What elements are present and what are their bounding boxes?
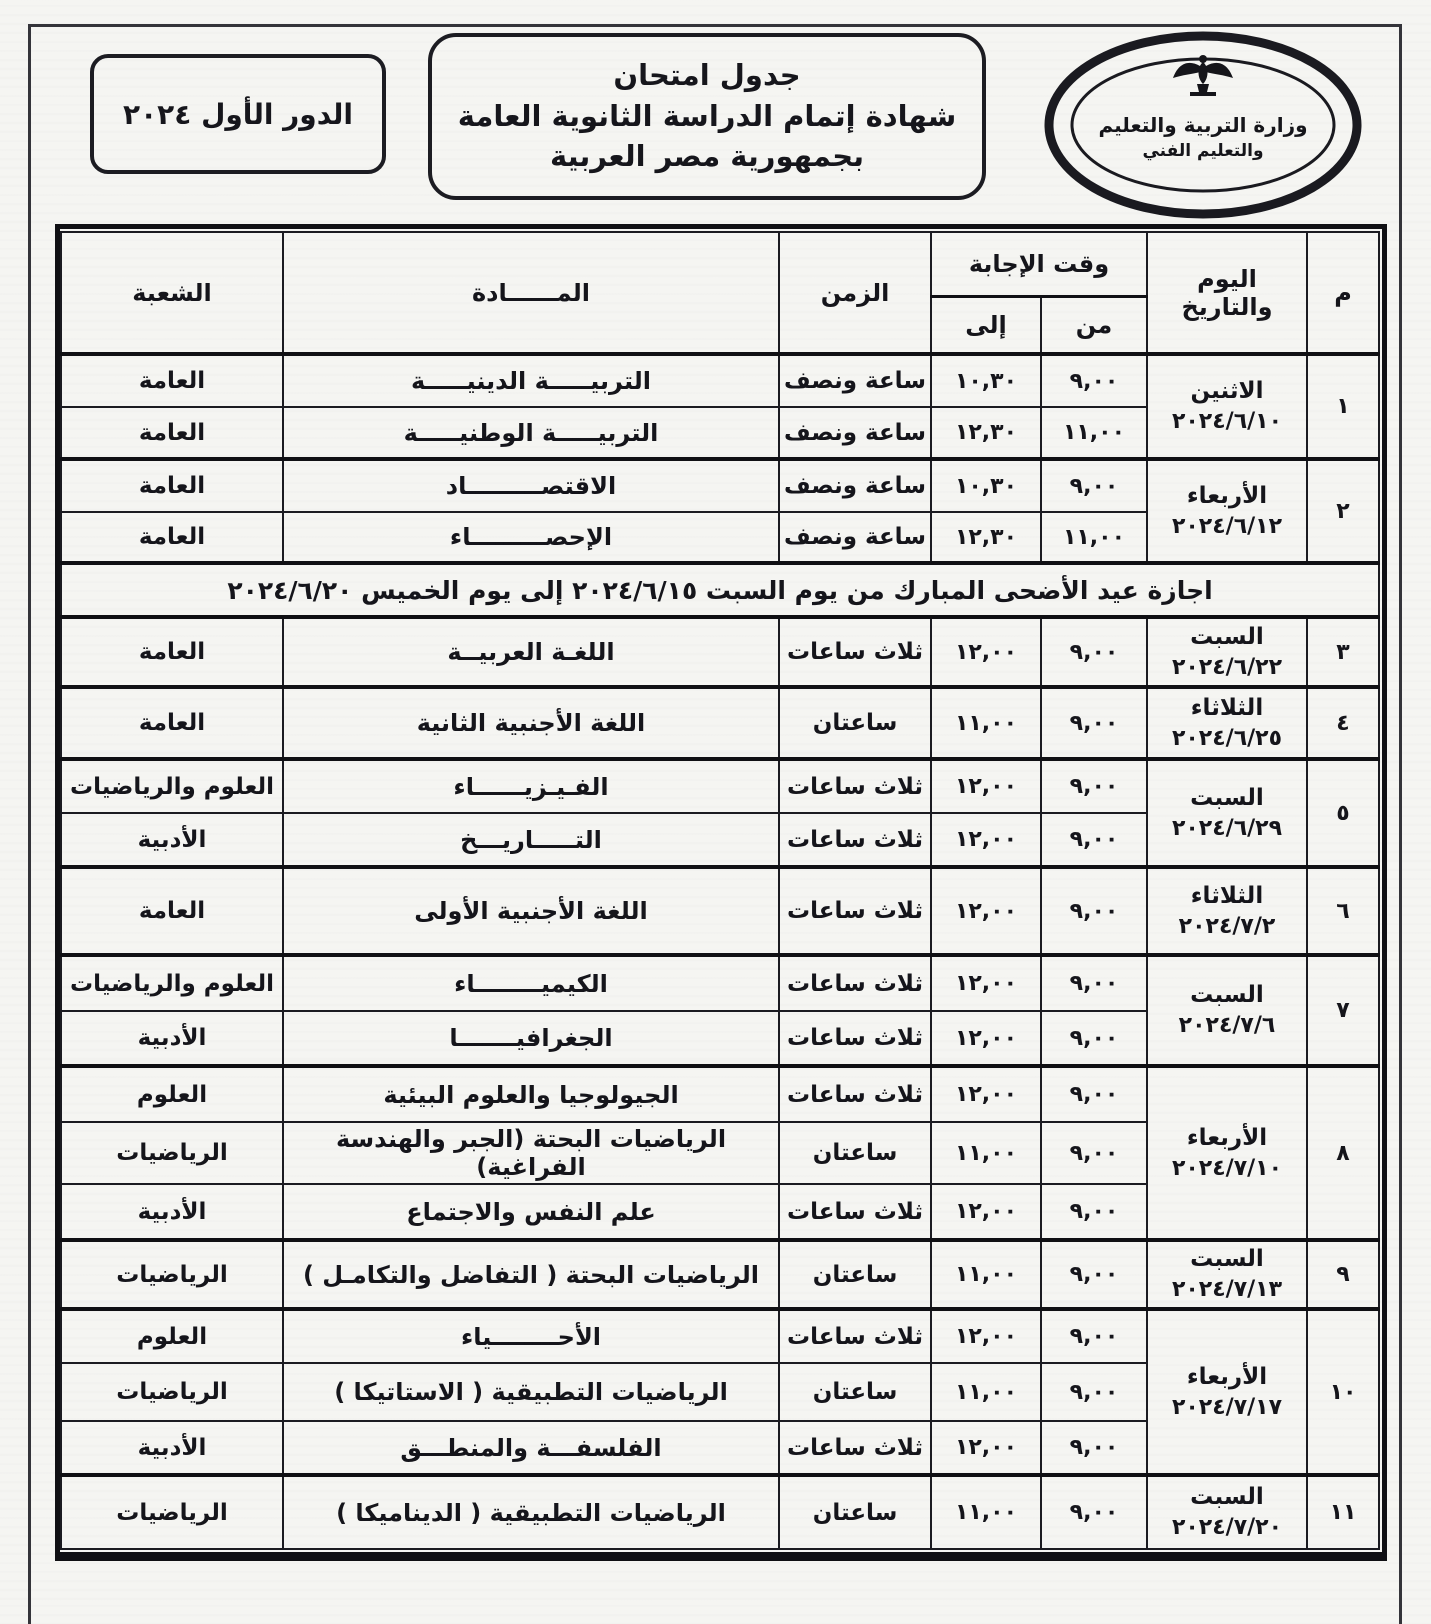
exam-duration: ثلاث ساعات <box>779 1184 931 1240</box>
round-label: الدور الأول ٢٠٢٤ <box>123 97 353 131</box>
subject-name: التـــــاريـــخ <box>283 813 779 867</box>
subject-name: الرياضيات التطبيقية ( الديناميكا ) <box>283 1475 779 1549</box>
day-name: الأربعاء <box>1186 482 1268 509</box>
title-box <box>428 33 986 200</box>
subject-name: الأحــــــــياء <box>283 1309 779 1363</box>
day-name: الثلاثاء <box>1190 882 1264 909</box>
row-index: ٥ <box>1307 759 1379 867</box>
time-to: ١٢,٠٠ <box>931 1421 1041 1475</box>
track-name: الرياضيات <box>61 1240 283 1309</box>
time-to: ١١,٠٠ <box>931 1363 1041 1421</box>
time-from: ٩,٠٠ <box>1041 354 1147 407</box>
time-to: ١٢,٣٠ <box>931 512 1041 563</box>
time-to: ١٢,٠٠ <box>931 867 1041 955</box>
subject-name: اللغة الأجنبية الأولى <box>283 867 779 955</box>
subject-name: اللغـة العربيــة <box>283 617 779 687</box>
time-to: ١٢,٠٠ <box>931 955 1041 1011</box>
exam-duration: ثلاث ساعات <box>779 813 931 867</box>
day-date-cell <box>1147 1240 1307 1309</box>
exam-duration: ساعة ونصف <box>779 459 931 512</box>
track-name: الرياضيات <box>61 1363 283 1421</box>
exam-duration: ساعتان <box>779 1363 931 1421</box>
time-to: ١٠,٣٠ <box>931 459 1041 512</box>
track-name: العامة <box>61 354 283 407</box>
row-index: ٩ <box>1307 1240 1379 1309</box>
exam-duration: ساعة ونصف <box>779 512 931 563</box>
ministry-logo <box>1038 26 1368 220</box>
col-header-track: الشعبة <box>61 232 283 354</box>
col-header-subject: المــــــادة <box>283 232 779 354</box>
time-from: ٩,٠٠ <box>1041 955 1147 1011</box>
col-header-from: من <box>1041 296 1147 354</box>
time-from: ٩,٠٠ <box>1041 1309 1147 1363</box>
exam-duration: ساعتان <box>779 687 931 759</box>
col-header-index: م <box>1307 232 1379 354</box>
schedule-row <box>61 867 1379 955</box>
exam-date: ٢٠٢٤/٧/١٠ <box>1171 1155 1283 1181</box>
row-index: ٣ <box>1307 617 1379 687</box>
subject-name: التربيـــــة الدينيـــــة <box>283 354 779 407</box>
track-name: الأدبية <box>61 813 283 867</box>
time-from: ٩,٠٠ <box>1041 1363 1147 1421</box>
col-header-to: إلى <box>931 296 1041 354</box>
schedule-row <box>61 759 1379 813</box>
day-name: السبت <box>1190 1246 1264 1273</box>
time-from: ٩,٠٠ <box>1041 1240 1147 1309</box>
col-header-duration: الزمن <box>779 232 931 354</box>
day-date-cell <box>1147 1475 1307 1549</box>
page-title-line3: بجمهورية مصر العربية <box>549 139 865 174</box>
track-name: العامة <box>61 512 283 563</box>
subject-name: الإحصـــــــــاء <box>283 512 779 563</box>
track-name: الرياضيات <box>61 1475 283 1549</box>
time-to: ١٢,٠٠ <box>931 1066 1041 1122</box>
exam-date: ٢٠٢٤/٧/٢ <box>1178 913 1276 939</box>
time-from: ٩,٠٠ <box>1041 1421 1147 1475</box>
subject-name: الاقتصـــــــــاد <box>283 459 779 512</box>
time-from: ٩,٠٠ <box>1041 813 1147 867</box>
schedule-row <box>61 354 1379 407</box>
exam-duration: ثلاث ساعات <box>779 867 931 955</box>
day-name: الأربعاء <box>1186 1363 1268 1390</box>
day-name: الاثنين <box>1190 378 1264 405</box>
exam-duration: ساعتان <box>779 1240 931 1309</box>
subject-name: الرياضيات البحتة ( التفاضل والتكامـل ) <box>283 1240 779 1309</box>
time-to: ١٢,٠٠ <box>931 759 1041 813</box>
seal-arabic-line1: وزارة التربية والتعليم <box>1098 113 1308 137</box>
time-to: ١١,٠٠ <box>931 687 1041 759</box>
track-name: العامة <box>61 407 283 459</box>
col-header-answer-time: وقت الإجابة <box>931 232 1147 296</box>
subject-name: اللغة الأجنبية الثانية <box>283 687 779 759</box>
day-name: الأربعاء <box>1186 1124 1268 1151</box>
time-to: ١١,٠٠ <box>931 1122 1041 1184</box>
holiday-banner: اجازة عيد الأضحى المبارك من يوم السبت ٢٠٢٤/٦/١٥ إلى يوم الخميس ٢٠٢٤/٦/٢٠ <box>61 563 1379 617</box>
time-to: ١١,٠٠ <box>931 1475 1041 1549</box>
subject-name: علم النفس والاجتماع <box>283 1184 779 1240</box>
schedule-row <box>61 617 1379 687</box>
seal-arabic-line2: والتعليم الفني <box>1142 141 1264 161</box>
time-from: ٩,٠٠ <box>1041 459 1147 512</box>
day-date-cell <box>1147 1066 1307 1240</box>
track-name: العلوم والرياضيات <box>61 955 283 1011</box>
day-date-cell <box>1147 354 1307 459</box>
exam-duration: ثلاث ساعات <box>779 955 931 1011</box>
time-to: ١٠,٣٠ <box>931 354 1041 407</box>
exam-duration: ثلاث ساعات <box>779 1421 931 1475</box>
exam-duration: ساعتان <box>779 1122 931 1184</box>
time-from: ١١,٠٠ <box>1041 407 1147 459</box>
track-name: الأدبية <box>61 1184 283 1240</box>
svg-text:MINISTRY OF EDUCATION AND TECH <box>1038 26 1045 30</box>
row-index: ١ <box>1307 354 1379 459</box>
time-to: ١١,٠٠ <box>931 1240 1041 1309</box>
track-name: العلوم <box>61 1309 283 1363</box>
schedule-table-body <box>61 354 1379 1549</box>
page-title-line2: شهادة إتمام الدراسة الثانوية العامة <box>457 98 957 133</box>
exam-duration: ساعة ونصف <box>779 354 931 407</box>
time-from: ٩,٠٠ <box>1041 687 1147 759</box>
day-date-cell <box>1147 617 1307 687</box>
schedule-row <box>61 1066 1379 1122</box>
exam-schedule-table <box>60 231 1380 1550</box>
track-name: العلوم والرياضيات <box>61 759 283 813</box>
track-name: العامة <box>61 687 283 759</box>
exam-duration: ثلاث ساعات <box>779 1011 931 1066</box>
row-index: ٨ <box>1307 1066 1379 1240</box>
track-name: العامة <box>61 459 283 512</box>
row-index: ٢ <box>1307 459 1379 563</box>
row-index: ٤ <box>1307 687 1379 759</box>
time-to: ١٢,٠٠ <box>931 1309 1041 1363</box>
exam-date: ٢٠٢٤/٧/٢٠ <box>1171 1515 1283 1541</box>
time-from: ٩,٠٠ <box>1041 867 1147 955</box>
day-date-cell <box>1147 687 1307 759</box>
time-from: ١١,٠٠ <box>1041 512 1147 563</box>
track-name: الأدبية <box>61 1421 283 1475</box>
subject-name: الفلسفـــة والمنطـــق <box>283 1421 779 1475</box>
day-date-cell <box>1147 867 1307 955</box>
track-name: الرياضيات <box>61 1122 283 1184</box>
time-from: ٩,٠٠ <box>1041 1184 1147 1240</box>
row-index: ١١ <box>1307 1475 1379 1549</box>
exam-duration: ثلاث ساعات <box>779 1309 931 1363</box>
row-index: ٧ <box>1307 955 1379 1066</box>
col-header-day-date: اليوم والتاريخ <box>1147 232 1307 354</box>
subject-name: الفـيـزيــــــاء <box>283 759 779 813</box>
ministry-seal-icon <box>1038 26 1368 220</box>
track-name: العامة <box>61 867 283 955</box>
time-from: ٩,٠٠ <box>1041 759 1147 813</box>
exam-date: ٢٠٢٤/٦/١٠ <box>1171 409 1283 435</box>
subject-name: الرياضيات البحتة (الجبر والهندسة الفراغية) <box>283 1122 779 1184</box>
subject-name: الرياضيات التطبيقية ( الاستاتيكا ) <box>283 1363 779 1421</box>
time-to: ١٢,٠٠ <box>931 1011 1041 1066</box>
time-from: ٩,٠٠ <box>1041 1011 1147 1066</box>
time-to: ١٢,٣٠ <box>931 407 1041 459</box>
schedule-row <box>61 687 1379 759</box>
day-name: السبت <box>1190 784 1264 811</box>
exam-date: ٢٠٢٤/٧/١٧ <box>1171 1394 1283 1420</box>
day-date-cell <box>1147 759 1307 867</box>
day-name: السبت <box>1190 1484 1264 1511</box>
schedule-row <box>61 459 1379 512</box>
exam-date: ٢٠٢٤/٧/١٣ <box>1171 1277 1283 1303</box>
day-name: السبت <box>1190 982 1264 1009</box>
time-to: ١٢,٠٠ <box>931 1184 1041 1240</box>
time-from: ٩,٠٠ <box>1041 1066 1147 1122</box>
exam-duration: ساعة ونصف <box>779 407 931 459</box>
exam-duration: ثلاث ساعات <box>779 1066 931 1122</box>
holiday-row <box>61 563 1379 617</box>
time-from: ٩,٠٠ <box>1041 1122 1147 1184</box>
time-to: ١٢,٠٠ <box>931 813 1041 867</box>
day-name: السبت <box>1190 623 1264 650</box>
exam-date: ٢٠٢٤/٧/٦ <box>1178 1013 1276 1039</box>
exam-duration: ثلاث ساعات <box>779 617 931 687</box>
track-name: الأدبية <box>61 1011 283 1066</box>
seal-ring-text <box>1038 26 1045 30</box>
day-date-cell <box>1147 1309 1307 1475</box>
exam-duration: ساعتان <box>779 1475 931 1549</box>
exam-date: ٢٠٢٤/٦/٢٥ <box>1171 725 1283 751</box>
schedule-row <box>61 1475 1379 1549</box>
page-title-line1: جدول امتحان <box>613 58 801 93</box>
subject-name: الجغرافيـــــــا <box>283 1011 779 1066</box>
day-date-cell <box>1147 459 1307 563</box>
time-from: ٩,٠٠ <box>1041 1475 1147 1549</box>
time-to: ١٢,٠٠ <box>931 617 1041 687</box>
day-name: الثلاثاء <box>1190 694 1264 721</box>
schedule-row <box>61 1309 1379 1363</box>
round-box <box>90 54 386 174</box>
exam-date: ٢٠٢٤/٦/١٢ <box>1171 513 1283 539</box>
row-index: ٦ <box>1307 867 1379 955</box>
exam-date: ٢٠٢٤/٦/٢٩ <box>1171 815 1283 841</box>
track-name: العامة <box>61 617 283 687</box>
exam-date: ٢٠٢٤/٦/٢٢ <box>1171 654 1283 680</box>
subject-name: التربيـــــة الوطنيـــــة <box>283 407 779 459</box>
schedule-row <box>61 955 1379 1011</box>
day-date-cell <box>1147 955 1307 1066</box>
track-name: العلوم <box>61 1066 283 1122</box>
row-index: ١٠ <box>1307 1309 1379 1475</box>
schedule-table-frame <box>55 224 1387 1561</box>
exam-duration: ثلاث ساعات <box>779 759 931 813</box>
subject-name: الكيميــــــــاء <box>283 955 779 1011</box>
time-from: ٩,٠٠ <box>1041 617 1147 687</box>
subject-name: الجيولوجيا والعلوم البيئية <box>283 1066 779 1122</box>
schedule-row <box>61 1240 1379 1309</box>
